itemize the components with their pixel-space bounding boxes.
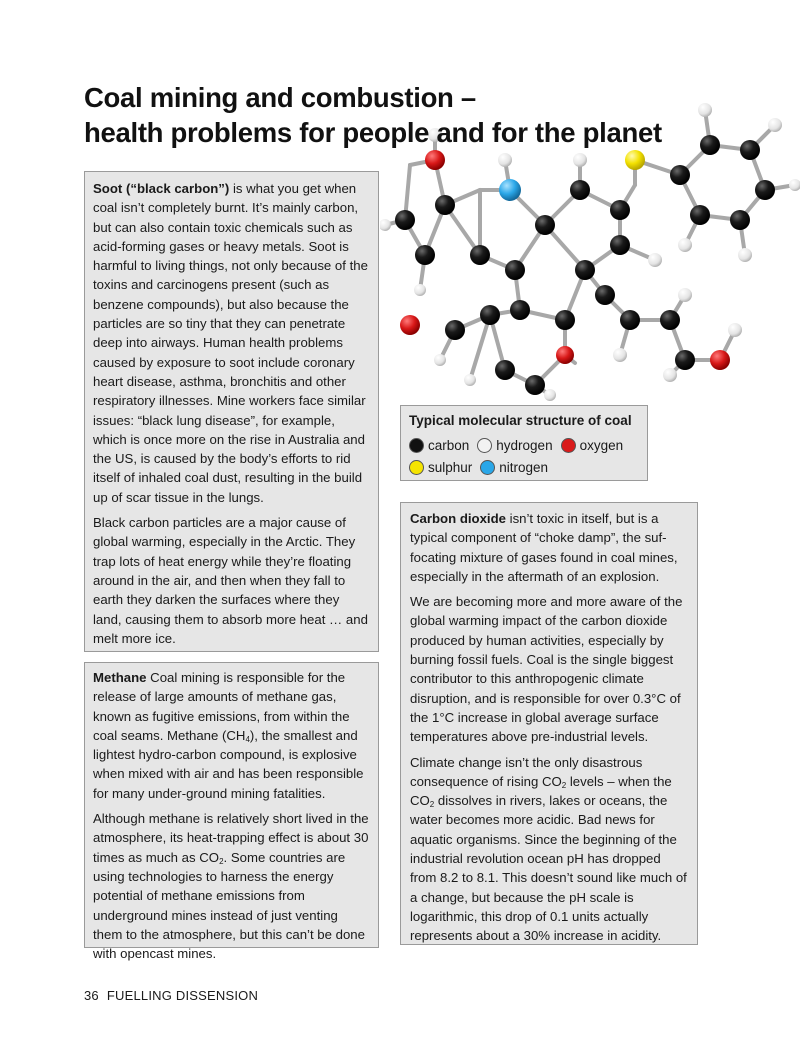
oxygen-dot-icon — [561, 438, 576, 453]
legend-label-hydrogen: hydrogen — [496, 437, 553, 453]
methane-p1-text-b: ), the smallest and lightest hydro-carbon compound, is explosive when mixed with air and has been responsible for many under-ground mining fatalities. — [93, 727, 364, 801]
molecule-legend — [400, 405, 648, 481]
methane-p1-text-a: Coal mining is responsible for the release of large amounts of methane gas, known as fugitive emissions, from within the coal seams. Methane (CH — [93, 670, 350, 743]
methane-p2-text-a: Although methane is relatively short lived in the atmosphere, its heat-trapping effect is about 30 times as much as CO — [93, 811, 369, 865]
carbon-dioxide-box — [400, 502, 698, 945]
carbon-dot-icon — [409, 438, 424, 453]
methane-p1-subscript: 4 — [245, 734, 250, 744]
legend-item-carbon — [409, 436, 469, 455]
legend-label-sulphur: sulphur — [428, 459, 473, 475]
co2-paragraph-3 — [410, 753, 688, 946]
co2-p1-text: isn’t toxic in itself, but is a typical component of “choke damp”, the suf-focating mixture of gases found in coal mines, especially in the aftermath of an explosion. — [410, 511, 678, 584]
running-title: FUELLING DISSENSION — [106, 988, 259, 1003]
co2-paragraph-2: We are becoming more and more aware of the global warming impact of the carbon dioxide produced by human activities, especially by burning fossil fuels. Coal is the single biggest contributor to this anthropogenic climate disruption, and is responsible for over 0.3°C of the 1°C increase in global average surface temperatures above pre-industrial levels. — [410, 594, 683, 745]
soot-heading: Soot (“black carbon”) — [93, 181, 230, 196]
methane-paragraph-1 — [93, 668, 370, 803]
methane-p2-text-b: . Some countries are using technologies to harness the energy potential of methane emissions from underground mines instead of just venting them to the atmosphere, but this can’t be done with opencast mines. — [93, 849, 365, 962]
legend-label-carbon: carbon — [428, 437, 470, 453]
hydrogen-dot-icon — [477, 438, 492, 453]
legend-row-2 — [409, 456, 639, 478]
nitrogen-dot-icon — [480, 460, 495, 475]
title-line-1: Coal mining and combustion – — [84, 82, 476, 113]
soot-paragraph-1-text: is what you get when coal isn’t completely burnt. It’s mainly carbon, but can also contain toxic chemicals such as acid-forming gases or heavy metals. Soot is harmful to living things, not only because of the toxins and carcinogens present (such as benzene compounds), but also because the particles are so tiny that they can penetrate deep into airways. Human health problems caused by exposure to soot include coronary heart disease, asthma, bronchitis and other respiratory illnesses. Mine workers face similar issues: “black lung disease”, for example, which is once more on the rise in Australia and the US, is caused by the body’s efforts to rid itself of inhaled coal dust, resulting in the build up of scar tissue in the lungs. — [93, 181, 368, 505]
soot-paragraph-1 — [93, 179, 370, 507]
co2-p3-text-b: levels – when the CO — [410, 773, 672, 809]
methane-paragraph-2 — [93, 809, 370, 963]
co2-p3-subscript-1: 2 — [561, 780, 567, 790]
legend-row-1 — [409, 434, 639, 456]
legend-item-sulphur — [409, 458, 472, 477]
co2-p3-subscript-2: 2 — [429, 800, 435, 810]
legend-item-nitrogen — [480, 458, 548, 477]
methane-p2-subscript: 2 — [219, 856, 224, 866]
co2-heading: Carbon dioxide — [410, 511, 506, 526]
molecule-bonds — [385, 110, 795, 395]
methane-heading: Methane — [93, 670, 147, 685]
legend-item-oxygen — [561, 436, 624, 455]
page-title — [84, 80, 662, 150]
co2-paragraph-1 — [410, 509, 688, 586]
methane-box — [84, 662, 379, 962]
legend-item-hydrogen — [477, 436, 552, 455]
page-footer — [84, 988, 258, 1003]
legend-label-nitrogen: nitrogen — [499, 459, 549, 475]
title-line-2: health problems for people and for the planet — [84, 117, 662, 148]
page-number: 36 — [84, 988, 99, 1003]
co2-p3-text-c: dissolves in rivers, lakes or oceans, the water becomes more acidic. Bad news for aquatic organisms. Since the beginning of the industrial revolution ocean pH has dropped from 8.2 to 8.1. This doesn’t sound like much of a change, but because the pH scale is logarithmic, this drop of 0.1 units actually represents about a 30% increase in acidity. — [410, 793, 687, 944]
legend-title: Typical molecular structure of coal — [409, 413, 632, 428]
co2-p3-text-a: Climate change isn’t the only disastrous consequence of rising CO — [410, 754, 643, 789]
soot-paragraph-2: Black carbon particles are a major cause of global warming, especially in the Arctic. They trap lots of heat energy while they’re floating around in the air, and then when they fall to earth they darken the surfaces where they land, causing them to absorb more heat … and melt more ice. — [93, 515, 368, 646]
sulphur-dot-icon — [409, 460, 424, 475]
soot-box — [84, 171, 379, 652]
legend-label-oxygen: oxygen — [579, 437, 624, 453]
